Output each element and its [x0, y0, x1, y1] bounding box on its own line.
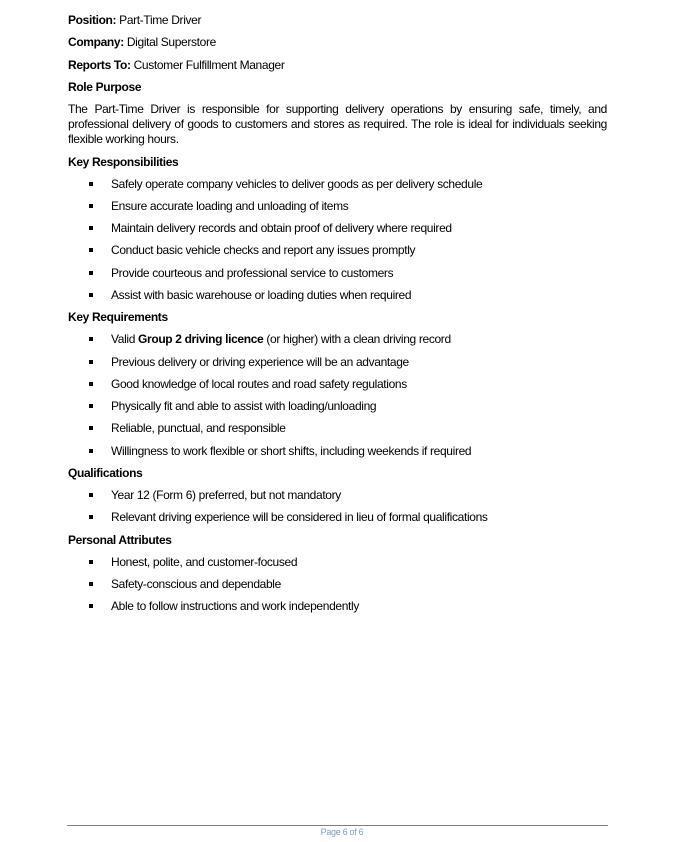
position-field	[68, 13, 201, 27]
reports-to-value: Customer Fulfillment Manager	[130, 58, 285, 72]
bullet-icon	[89, 226, 93, 230]
bullet-icon	[89, 560, 93, 564]
bullet-icon	[89, 515, 93, 519]
bullet-icon	[89, 337, 93, 341]
bullet-icon	[89, 404, 93, 408]
company-field	[68, 35, 216, 49]
footer-divider	[67, 825, 608, 826]
bullet-icon	[89, 360, 93, 364]
bullet-icon	[89, 604, 93, 608]
page-number: Page 6 of 6	[320, 827, 364, 837]
bullet-icon	[89, 204, 93, 208]
role-purpose-heading: Role Purpose	[68, 80, 142, 94]
role-purpose-text: The Part-Time Driver is responsible for supporting delivery operations by ensuring safe, timely, and professional delivery of goods to customers and stores as required. The role is ideal for individuals seeking flexible working hours.	[68, 102, 607, 146]
key-responsibilities-heading: Key Responsibilities	[68, 155, 179, 169]
company-label: Company:	[68, 35, 124, 49]
bullet-icon	[89, 182, 93, 186]
position-label: Position:	[68, 13, 117, 27]
bullet-icon	[89, 248, 93, 252]
company-value: Digital Superstore	[123, 35, 216, 49]
bullet-icon	[89, 293, 93, 297]
bullet-icon	[89, 449, 93, 453]
bullet-icon	[89, 382, 93, 386]
licence-emphasis: Group 2 driving licence	[138, 332, 264, 346]
position-value: Part-Time Driver	[116, 13, 202, 27]
personal-attributes-heading: Personal Attributes	[68, 533, 172, 547]
qualifications-heading: Qualifications	[68, 466, 143, 480]
bullet-icon	[89, 426, 93, 430]
bullet-icon	[89, 271, 93, 275]
bullet-icon	[89, 493, 93, 497]
reports-to-field	[68, 58, 285, 72]
key-requirements-heading: Key Requirements	[68, 310, 168, 324]
bullet-icon	[89, 582, 93, 586]
reports-to-label: Reports To:	[68, 58, 131, 72]
